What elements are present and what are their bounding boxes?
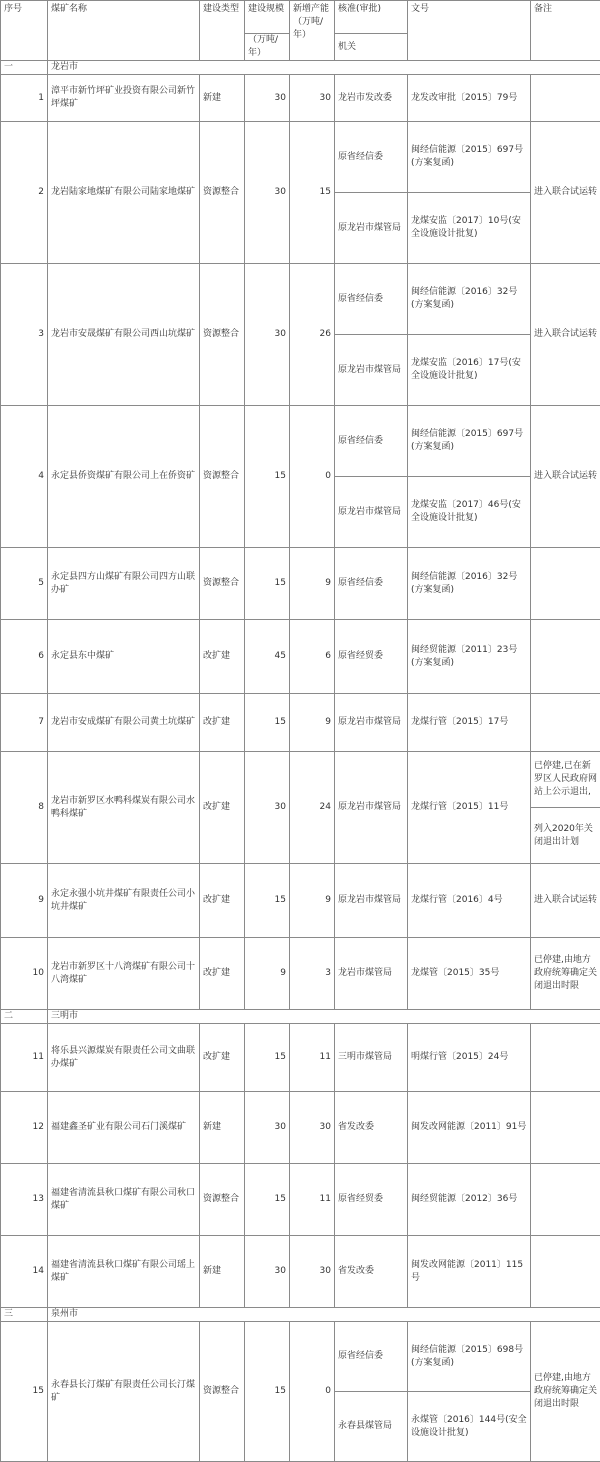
approval-doc: 闽经贸能源〔2011〕23号(方案复函) xyxy=(408,620,531,694)
section-row xyxy=(1,61,600,75)
mine-name: 福建省清流县秋口煤矿有限公司秋口煤矿 xyxy=(48,1164,200,1236)
table-row xyxy=(1,938,600,1010)
build-scale: 15 xyxy=(245,1164,290,1236)
table-row xyxy=(1,1024,600,1092)
mine-name: 龙岩市安成煤矿有限公司黄土坑煤矿 xyxy=(48,694,200,752)
note: 已停建,已在新罗区人民政府网站上公示退出, xyxy=(531,752,600,808)
new-capacity: 6 xyxy=(290,620,335,694)
build-type: 资源整合 xyxy=(200,548,245,620)
mine-name: 龙岩陆家地煤矿有限公司陆家地煤矿 xyxy=(48,122,200,264)
build-scale: 15 xyxy=(245,406,290,548)
note: 进入联合试运转 xyxy=(531,406,600,548)
build-scale: 15 xyxy=(245,694,290,752)
mine-name: 龙岩市安晟煤矿有限公司西山坑煤矿 xyxy=(48,264,200,406)
approval-doc: 永煤管〔2016〕144号(安全设施设计批复) xyxy=(408,1392,531,1462)
table-row xyxy=(1,752,600,808)
mine-name: 福建省清流县秋口煤矿有限公司瑶上煤矿 xyxy=(48,1236,200,1308)
note xyxy=(531,1092,600,1164)
row-number: 11 xyxy=(1,1024,48,1092)
build-type: 新建 xyxy=(200,75,245,122)
build-scale: 30 xyxy=(245,122,290,264)
approval-org: 原龙岩市煤管局 xyxy=(335,864,408,938)
build-type: 改扩建 xyxy=(200,1024,245,1092)
table-row xyxy=(1,1236,600,1308)
build-type: 新建 xyxy=(200,1236,245,1308)
build-type: 改扩建 xyxy=(200,864,245,938)
header-new-capacity: 新增产能（万吨/年） xyxy=(290,1,335,61)
build-scale: 30 xyxy=(245,752,290,864)
new-capacity: 26 xyxy=(290,264,335,406)
approval-doc: 龙煤安监〔2016〕17号(安全设施设计批复) xyxy=(408,335,531,406)
approval-doc: 闽经贸能源〔2012〕36号 xyxy=(408,1164,531,1236)
note xyxy=(531,1164,600,1236)
approval-doc: 龙发改审批〔2015〕79号 xyxy=(408,75,531,122)
note xyxy=(531,620,600,694)
build-scale: 30 xyxy=(245,1236,290,1308)
row-number: 15 xyxy=(1,1322,48,1462)
row-number: 5 xyxy=(1,548,48,620)
note xyxy=(531,75,600,122)
new-capacity: 11 xyxy=(290,1024,335,1092)
mine-name: 福建鑫圣矿业有限公司石门溪煤矿 xyxy=(48,1092,200,1164)
approval-doc: 闽发改网能源〔2011〕115号 xyxy=(408,1236,531,1308)
table-row xyxy=(1,864,600,938)
row-number: 13 xyxy=(1,1164,48,1236)
section-row xyxy=(1,1010,600,1024)
approval-org: 原省经信委 xyxy=(335,264,408,335)
new-capacity: 3 xyxy=(290,938,335,1010)
table-row xyxy=(1,1322,600,1392)
approval-doc: 闽经信能源〔2015〕698号(方案复函) xyxy=(408,1322,531,1392)
mine-name: 永定县四方山煤矿有限公司四方山联办矿 xyxy=(48,548,200,620)
build-type: 改扩建 xyxy=(200,938,245,1010)
approval-org: 原龙岩市煤管局 xyxy=(335,477,408,548)
note: 进入联合试运转 xyxy=(531,122,600,264)
row-number: 3 xyxy=(1,264,48,406)
approval-doc: 龙煤管〔2015〕35号 xyxy=(408,938,531,1010)
build-scale: 30 xyxy=(245,1092,290,1164)
table-row xyxy=(1,694,600,752)
row-number: 4 xyxy=(1,406,48,548)
mine-name: 永春县长汀煤矿有限责任公司长汀煤矿 xyxy=(48,1322,200,1462)
new-capacity: 15 xyxy=(290,122,335,264)
build-scale: 9 xyxy=(245,938,290,1010)
mine-name: 将乐县兴源煤炭有限责任公司文曲联办煤矿 xyxy=(48,1024,200,1092)
approval-org: 原省经信委 xyxy=(335,406,408,477)
row-number: 2 xyxy=(1,122,48,264)
build-type: 资源整合 xyxy=(200,122,245,264)
approval-org: 原省经信委 xyxy=(335,548,408,620)
row-number: 12 xyxy=(1,1092,48,1164)
build-scale: 15 xyxy=(245,548,290,620)
header-note: 备注 xyxy=(531,1,600,61)
table-row xyxy=(1,75,600,122)
section-name: 龙岩市 xyxy=(48,61,600,75)
build-scale: 15 xyxy=(245,864,290,938)
new-capacity: 30 xyxy=(290,1092,335,1164)
note: 进入联合试运转 xyxy=(531,264,600,406)
header-doc: 文号 xyxy=(408,1,531,61)
note xyxy=(531,1236,600,1308)
header-mine: 煤矿名称 xyxy=(48,1,200,61)
build-type: 资源整合 xyxy=(200,406,245,548)
header-scale-unit: （万吨/年） xyxy=(245,34,290,61)
mine-name: 永定县侨资煤矿有限公司上在侨资矿 xyxy=(48,406,200,548)
header-row xyxy=(1,1,600,34)
build-type: 新建 xyxy=(200,1092,245,1164)
new-capacity: 30 xyxy=(290,75,335,122)
note xyxy=(531,1024,600,1092)
row-number: 9 xyxy=(1,864,48,938)
approval-doc: 明煤行管〔2015〕24号 xyxy=(408,1024,531,1092)
row-number: 6 xyxy=(1,620,48,694)
approval-org: 永春县煤管局 xyxy=(335,1392,408,1462)
table-row xyxy=(1,406,600,477)
approval-org: 省发改委 xyxy=(335,1092,408,1164)
row-number: 8 xyxy=(1,752,48,864)
section-number: 一 xyxy=(1,61,48,75)
approval-doc: 龙煤安监〔2017〕46号(安全设施设计批复) xyxy=(408,477,531,548)
header-approval-org: 机关 xyxy=(335,34,408,61)
mine-name: 龙岩市新罗区水鸭科煤炭有限公司水鸭科煤矿 xyxy=(48,752,200,864)
new-capacity: 9 xyxy=(290,864,335,938)
approval-org: 原省经贸委 xyxy=(335,620,408,694)
approval-doc: 闽经信能源〔2015〕697号(方案复函) xyxy=(408,406,531,477)
header-approval: 核准(审批) xyxy=(335,1,408,34)
section-row xyxy=(1,1308,600,1322)
approval-doc: 闽经信能源〔2015〕697号(方案复函) xyxy=(408,122,531,193)
section-name: 三明市 xyxy=(48,1010,600,1024)
note: 列入2020年关闭退出计划 xyxy=(531,808,600,864)
note: 已停建,由地方政府统筹确定关闭退出时限 xyxy=(531,1322,600,1462)
approval-org: 原龙岩市煤管局 xyxy=(335,193,408,264)
note: 已停建,由地方政府统筹确定关闭退出时限 xyxy=(531,938,600,1010)
build-scale: 30 xyxy=(245,75,290,122)
approval-doc: 龙煤行管〔2015〕11号 xyxy=(408,752,531,864)
approval-doc: 闽发改网能源〔2011〕91号 xyxy=(408,1092,531,1164)
mine-name: 永定县东中煤矿 xyxy=(48,620,200,694)
approval-org: 原省经贸委 xyxy=(335,1164,408,1236)
approval-org: 省发改委 xyxy=(335,1236,408,1308)
note xyxy=(531,694,600,752)
note xyxy=(531,548,600,620)
approval-org: 原省经信委 xyxy=(335,122,408,193)
table-row xyxy=(1,122,600,193)
row-number: 10 xyxy=(1,938,48,1010)
mine-name: 永定永强小坑井煤矿有限责任公司小坑井煤矿 xyxy=(48,864,200,938)
table-row xyxy=(1,1092,600,1164)
approval-org: 三明市煤管局 xyxy=(335,1024,408,1092)
approval-doc: 龙煤行管〔2016〕4号 xyxy=(408,864,531,938)
build-type: 改扩建 xyxy=(200,752,245,864)
build-type: 改扩建 xyxy=(200,694,245,752)
new-capacity: 24 xyxy=(290,752,335,864)
approval-doc: 龙煤安监〔2017〕10号(安全设施设计批复) xyxy=(408,193,531,264)
new-capacity: 9 xyxy=(290,694,335,752)
row-number: 7 xyxy=(1,694,48,752)
new-capacity: 0 xyxy=(290,1322,335,1462)
build-scale: 45 xyxy=(245,620,290,694)
build-type: 资源整合 xyxy=(200,264,245,406)
section-number: 三 xyxy=(1,1308,48,1322)
header-seq: 序号 xyxy=(1,1,48,61)
mine-name: 漳平市新竹坪矿业投资有限公司新竹坪煤矿 xyxy=(48,75,200,122)
section-name: 泉州市 xyxy=(48,1308,600,1322)
table-row xyxy=(1,548,600,620)
table-row xyxy=(1,620,600,694)
new-capacity: 11 xyxy=(290,1164,335,1236)
row-number: 14 xyxy=(1,1236,48,1308)
approval-doc: 闽经信能源〔2016〕32号(方案复函) xyxy=(408,548,531,620)
header-type: 建设类型 xyxy=(200,1,245,61)
header-scale: 建设规模 xyxy=(245,1,290,34)
approval-org: 原省经信委 xyxy=(335,1322,408,1392)
approval-org: 原龙岩市煤管局 xyxy=(335,335,408,406)
section-number: 二 xyxy=(1,1010,48,1024)
approval-org: 龙岩市发改委 xyxy=(335,75,408,122)
table-row xyxy=(1,1164,600,1236)
approval-doc: 闽经信能源〔2016〕32号(方案复函) xyxy=(408,264,531,335)
new-capacity: 9 xyxy=(290,548,335,620)
mine-name: 龙岩市新罗区十八湾煤矿有限公司十八湾煤矿 xyxy=(48,938,200,1010)
build-scale: 30 xyxy=(245,264,290,406)
new-capacity: 30 xyxy=(290,1236,335,1308)
new-capacity: 0 xyxy=(290,406,335,548)
row-number: 1 xyxy=(1,75,48,122)
approval-doc: 龙煤行管〔2015〕17号 xyxy=(408,694,531,752)
build-type: 资源整合 xyxy=(200,1164,245,1236)
approval-org: 龙岩市煤管局 xyxy=(335,938,408,1010)
build-type: 改扩建 xyxy=(200,620,245,694)
build-scale: 15 xyxy=(245,1024,290,1092)
table-row xyxy=(1,264,600,335)
build-type: 资源整合 xyxy=(200,1322,245,1462)
approval-org: 原龙岩市煤管局 xyxy=(335,694,408,752)
build-scale: 15 xyxy=(245,1322,290,1462)
approval-org: 原龙岩市煤管局 xyxy=(335,752,408,864)
note: 进入联合试运转 xyxy=(531,864,600,938)
